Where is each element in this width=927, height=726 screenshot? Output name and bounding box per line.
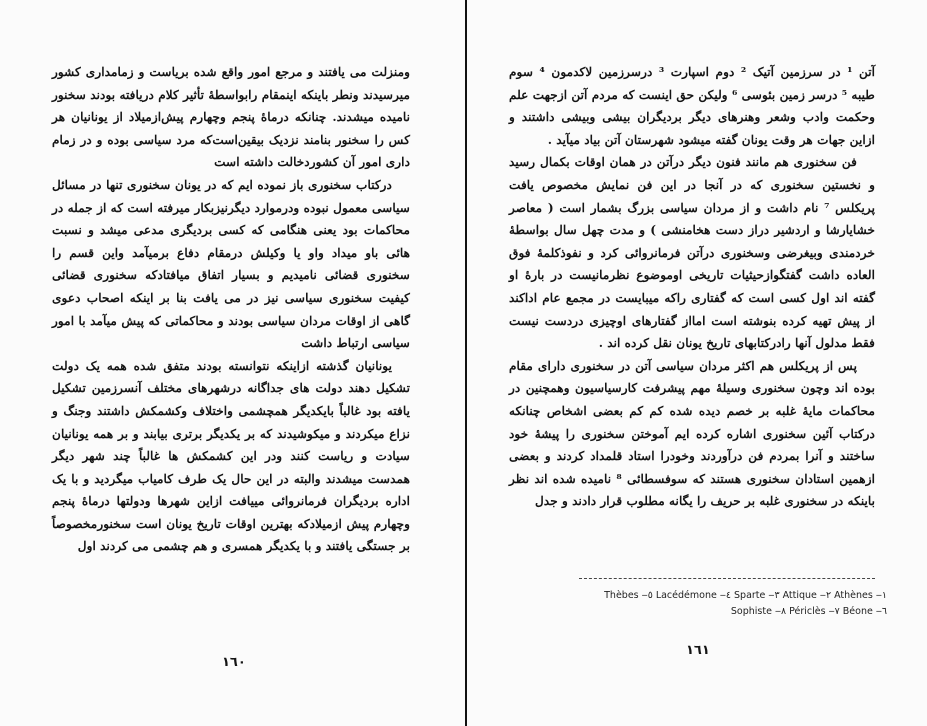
right-paragraph-1: آتن ¹ در سرزمین آتیک ² دوم اسپارت ³ درسرزمین لاکدمون ⁴ سوم طیبه ⁵ درسر زمین بئوسی ⁶ ولیکن حق اینست که مردم آتن ازجهت علم وحکمت وادب وشعر وهنرهای دیگر بردیگران بیشی وبیشی داشتند و ازاین جهات هر وقت یونان گفته میشود شهرستان آتن بیاد میآید . xyxy=(509,65,876,147)
left-paragraph-1: ومنزلت می یافتند و مرجع امور واقع شده بریاست و زمامداری کشور میرسیدند ونطر باینکه اینمقام رابواسطهٔ تأثیر کلام دریافته بودند سخنور نامیده میشدند. چنانکه درماهٔ پنجم وچهارم پیش‌ازمیلاد از یونانیان هر کس را سخنور بنامند نزدیک بیقین‌است‌که مرد سیاسی بوده و در زمام داری امور آن کشوردخالت داشته است xyxy=(52,65,410,170)
left-paragraph-3: یونانیان گذشته ازاینکه نتوانسته بودند متفق شده همه یک دولت تشکیل دهند دولت های جداگانه درشهرهای مختلف آنسرزمین تشکیل یافته بود غالباً بایکدیگر همچشمی واختلاف وکشمکش داشتند وجنگ و نزاع میکردند و میکوشیدند که بر یکدیگر برتری بیابند و بر همه یونانیان سیادت و ریاست کنند ودر این کشمکش ها غالباً چند شهر دیگر همدست میشدند والبته در این حال یک طرف کامیاب میگردید و با یک اداره بردیگران فرمانروائی مییافت ازاین شهرها ودولتها درماهٔ پنجم وچهارم پیش ازمیلادکه بهترین اوقات تاریخ یونان است سخنورمخصوصاً بر جستگی یافتند و با یکدیگر همسری و هم چشمی می کردند اول xyxy=(52,358,410,554)
footnote-divider xyxy=(579,578,875,579)
right-page-body xyxy=(509,61,875,513)
right-paragraph-3: پس از پریکلس هم اکثر مردان سیاسی آتن در سخنوری دارای مقام بوده اند وچون سخنوری وسیلهٔ مهم پیشرفت کارسیاسیون وهمچنین در محاکمات مایهٔ غلبه بر خصم دیده شده کم کم بعضی اشخاص چنانکه درکتاب آئین سخنوری اشاره کرده ایم آموختن سخنوری را پیشهٔ خود ساختند و آنرا بمردم فن درآوردند وخودرا استاد قلمداد کردند و بعضی ازهمین استادان سخنوری هستند که سوفسطائی ⁸ نامیده شده اند نظر باینکه در سخنوری غلبه بر حریف را یگانه مطلوب قرار دادند و جدل xyxy=(509,358,875,509)
footnote-line-2: Sophiste ‒٨ Périclès ‒٧ Béone ‒٦ xyxy=(730,606,887,617)
right-page-number: ١٦١ xyxy=(686,643,710,658)
right-page xyxy=(467,0,927,726)
left-page-number: ١٦٠ xyxy=(222,655,246,670)
right-paragraph-2: فن سخنوری هم مانند فنون دیگر درآتن در همان اوقات بکمال رسید و نخستین سخنوری که در آنجا در این فن نمایش مخصوص یافت پریکلس ⁷ نام داشت و از مردان سیاسی بزرگ بشمار است ( معاصر خشایارشا و اردشیر دراز دست هخامنشی ) و مدت چهل سال بواسطهٔ خردمندی وبیغرضی وسخنوری درآتن فرمانروائی کرد و نفوذکلمهٔ فوق العاده داشت گفتگوازحیثیات تاریخی اوموضوع نظرمانیست در بارهٔ او گفته اند اول کسی است که گفتاری راکه میبایست در مجمع عام اداکند از پیش تهیه کرده بنوشته است امااز گفتارهای اوچیزی دردست نیست فقط مدلول آنها رادرکتابهای تاریخ یونان نقل کرده اند . xyxy=(509,155,875,351)
left-page-body xyxy=(52,61,410,558)
footnote-line-1: Thèbes ‒٥ Lacédémone ‒٤ Sparte ‒٣ Attique ‒٢ Athènes ‒١ xyxy=(604,590,887,601)
left-paragraph-2: درکتاب سخنوری باز نموده ایم که در یونان سخنوری تنها در مسائل سیاسی معمول نبوده ودرموارد دیگرنیزبکار میرفته است که از جمله در محاکمات بود یعنی هنگامی که کسی بردیگری مدعی میشد و نسبت هائی باو میداد واو یا وکیلش درمقام دفاع برمیآمد واین قسم را سخنوری قضائی نامیدیم و بسیار اتفاق میافتادکه سخنوری قضائی کیفیت سخنوری سیاسی نیز در می یافت بنا بر اینکه اصحاب دعوی گاهی از اوقات مردان سیاسی بودند و محاکماتی که پیش میآمد با امور سیاسی ارتباط داشت xyxy=(52,177,410,351)
footnotes xyxy=(527,588,887,620)
